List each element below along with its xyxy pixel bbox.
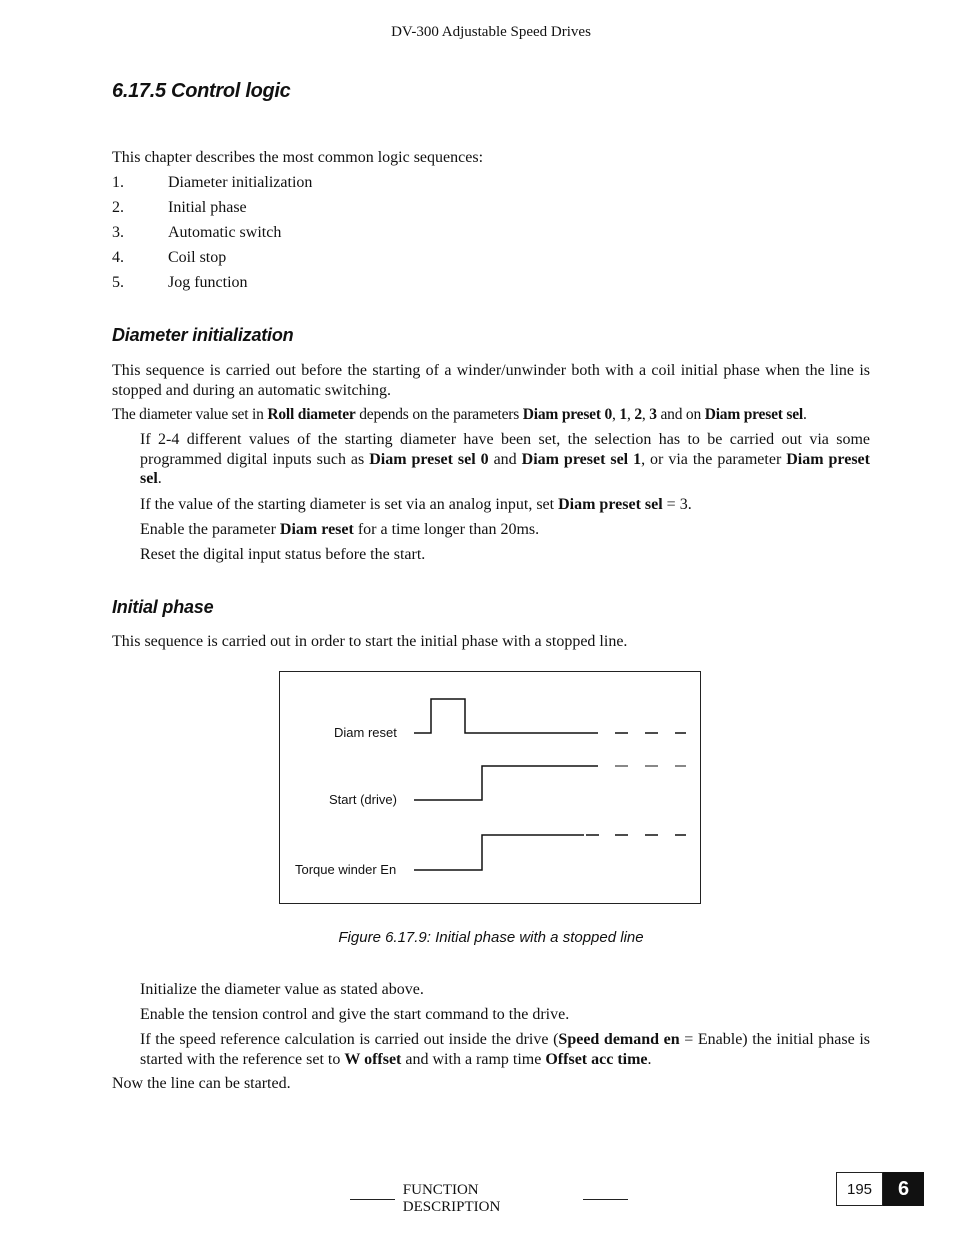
after-paragraph-2: Enable the tension control and give the start command to the drive. bbox=[140, 1006, 570, 1023]
after-paragraph-1: Initialize the diameter value as stated above. bbox=[140, 981, 424, 998]
intro-text: This chapter describes the most common logic sequences: bbox=[112, 149, 484, 166]
start-drive-trace bbox=[414, 766, 598, 800]
signal-label-start-drive: Start (drive) bbox=[329, 792, 397, 807]
footer-label: FUNCTION DESCRIPTION bbox=[402, 1182, 501, 1215]
after-paragraph-3: If the speed reference calculation is carried out inside the drive (Speed demand en = Enable) the initial phase is started with the reference set to W offset and with a ramp time Offset acc time. bbox=[140, 1031, 871, 1068]
signal-label-diam-reset: Diam reset bbox=[334, 725, 397, 740]
after-paragraph-4: Now the line can be started. bbox=[112, 1075, 291, 1092]
diameter-paragraph-2: The diameter value set in Roll diameter depends on the parameters Diam preset 0, 1, 2, 3 and on Diam preset sel. bbox=[112, 406, 807, 423]
section-title: 6.17.5 Control logic bbox=[112, 80, 291, 102]
diameter-paragraph-3: If 2-4 different values of the starting diameter have been set, the selection has to be carried out via some programmed digital inputs such as Diam preset sel 0 and Diam preset sel 1, or via the parameter Diam preset sel. bbox=[140, 431, 870, 487]
list-item: 5. Jog function bbox=[112, 274, 248, 291]
diameter-heading: Diameter initialization bbox=[112, 325, 294, 345]
page-header: DV-300 Adjustable Speed Drives bbox=[391, 24, 591, 40]
chapter-tab: 6 bbox=[883, 1172, 924, 1206]
diam-reset-trace bbox=[414, 699, 598, 733]
initial-paragraph-1: This sequence is carried out in order to start the initial phase with a stopped line. bbox=[112, 633, 628, 650]
list-item: 1. Diameter initialization bbox=[112, 174, 313, 191]
diameter-paragraph-1: This sequence is carried out before the starting of a winder/unwinder both with a coil initial phase when the line is stopped and during an automatic switching. bbox=[112, 362, 870, 399]
footer-rule-left bbox=[350, 1199, 395, 1200]
list-item: 2. Initial phase bbox=[112, 199, 247, 216]
initial-heading: Initial phase bbox=[112, 597, 214, 617]
page-footer bbox=[342, 1182, 636, 1216]
page-number: 195 bbox=[836, 1172, 883, 1206]
list-item: 4. Coil stop bbox=[112, 249, 227, 266]
footer-rule-right bbox=[583, 1199, 628, 1200]
diameter-paragraph-4: If the value of the starting diameter is set via an analog input, set Diam preset sel = 3. bbox=[140, 496, 692, 513]
figure-caption: Figure 6.17.9: Initial phase with a stopped line bbox=[338, 929, 644, 946]
diameter-paragraph-6: Reset the digital input status before the start. bbox=[140, 546, 426, 563]
torque-winder-trace bbox=[414, 835, 584, 870]
list-item: 3. Automatic switch bbox=[112, 224, 282, 241]
signal-label-torque-winder: Torque winder En bbox=[295, 862, 397, 877]
diameter-paragraph-5: Enable the parameter Diam reset for a time longer than 20ms. bbox=[140, 521, 540, 538]
timing-diagram bbox=[279, 671, 701, 904]
